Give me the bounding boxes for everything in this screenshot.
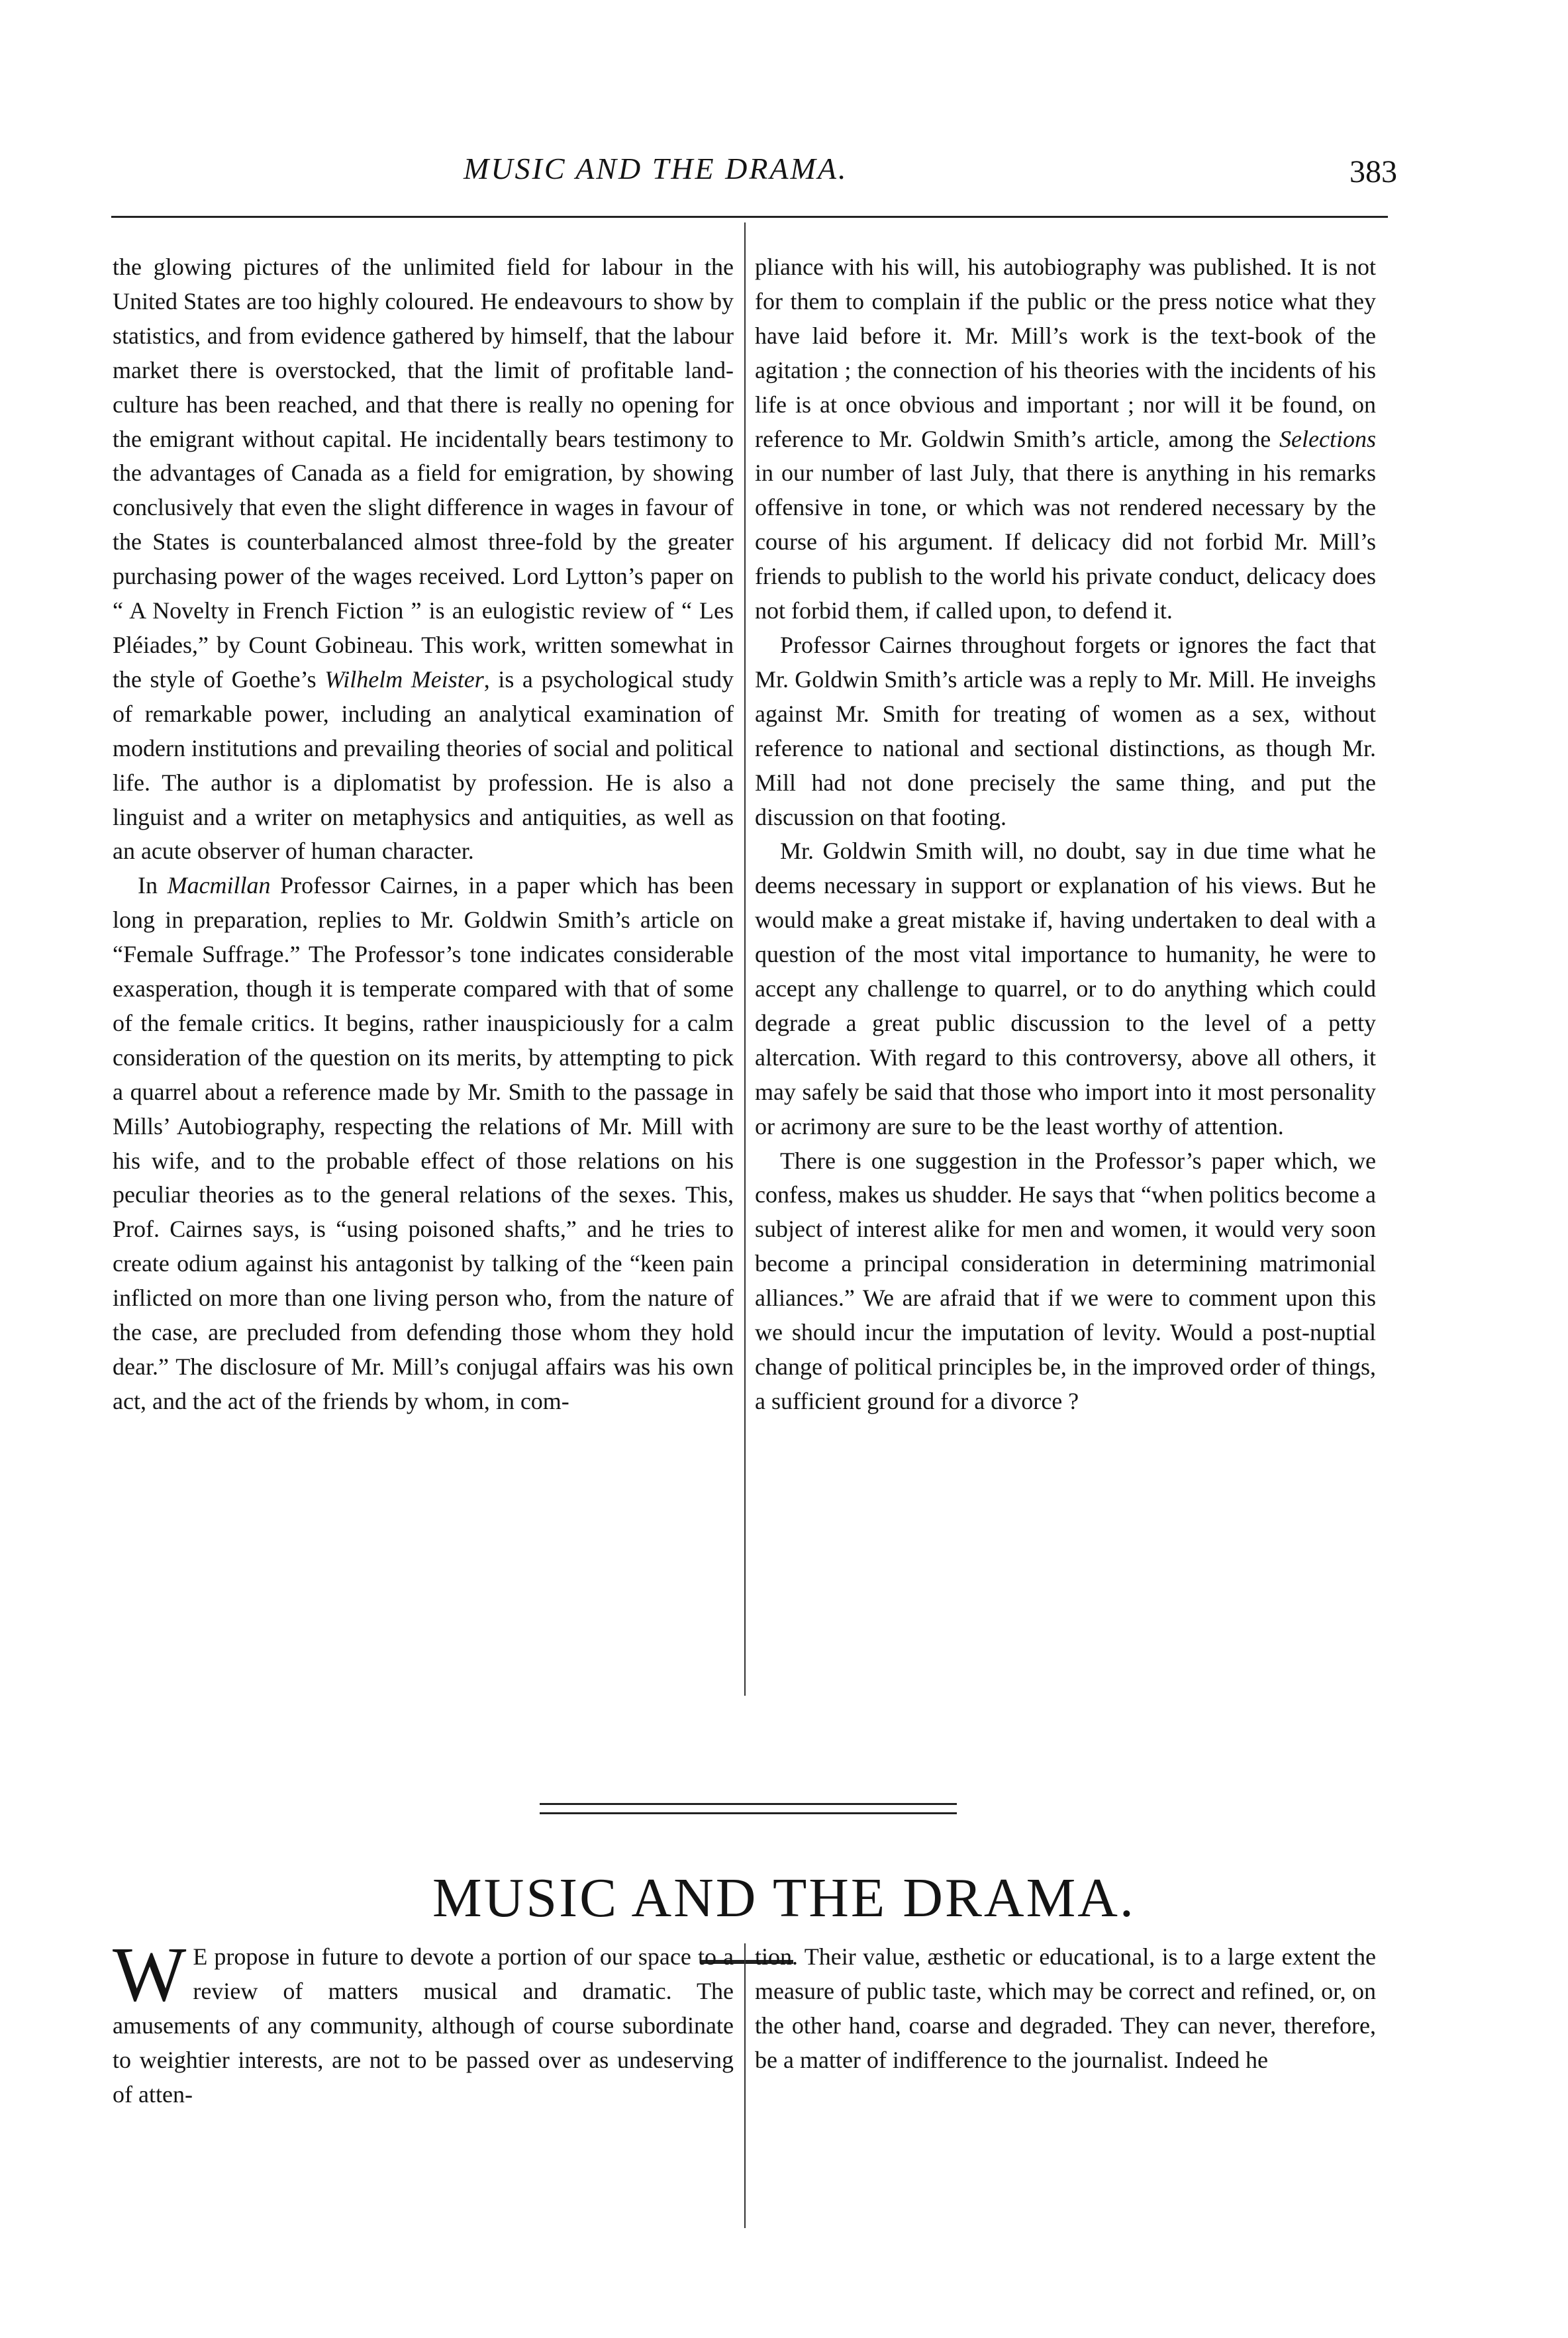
paragraph [755, 250, 1376, 628]
paragraph [755, 628, 1376, 834]
text-run: the glowing pictures of the unlimited field for labour in the United States are too highly coloured. He endeavours to show by statistics, and from evidence gathered by himself, that the labour market there is overstocked, that the limit of profitable land-culture has been reached, and that there is really no opening for the emigrant without capital. He incidentally bears testimony to the advantages of Canada as a field for emigration, by showing conclusively that even the slight difference in wages in favour of the States is counterbalanced almost three-fold by the greater purchasing power of the wages received. Lord Lytton’s paper on “ A Novelty in French Fiction ” is an eulogistic review of “ Les Pléiades,” by Count Gobineau. This work, written somewhat in the style of Goethe’s [113, 254, 734, 693]
right-column [755, 250, 1376, 1419]
header-rule [111, 216, 1388, 218]
column-divider [744, 222, 746, 1696]
italic-title: Wilhelm Meister [324, 665, 484, 693]
text-run: Professor Cairnes throughout forgets or ignores the fact that Mr. Goldwin Smith’s article was a reply to Mr. Mill. He inveighs against Mr. Smith for treating of women as a sex, without reference to national and sectional distinctions, as though Mr. Mill had not done precisely the same thing, and put the discussion on that footing. [755, 631, 1376, 830]
italic-title: Macmillan [167, 872, 271, 899]
paragraph [113, 869, 734, 1419]
section-divider-rule [540, 1812, 957, 1814]
text-run: , is a psychological study of remarkable power, including an analytical examination of modern institutions and prevailing theories of social and political life. The author is a diplomatist by profession. He is also a linguist and a writer on metaphysics and antiquities, as well as an acute observer of human character. [113, 665, 734, 865]
section-paragraph-start: E propose in future to devote a portion of our space to a review of matters musical and dramatic. The amusements of any community, although of course subordinate to weightier interests, are not to be passed over as undeserving of atten- [113, 1943, 734, 2108]
left-column [113, 250, 734, 1419]
section-title: MUSIC AND THE DRAMA. [432, 1867, 1136, 1929]
column-divider [744, 1943, 746, 2228]
section-divider-rule [540, 1803, 957, 1805]
text-run: Professor Cairnes, in a paper which has been long in preparation, replies to Mr. Goldwin Smith’s article on “Female Suffrage.” The Professor’s tone indicates considerable exasperation, though it is temperate compared with that of some of the female critics. It begins, rather inauspiciously for a calm consideration of the question on its merits, by attempting to pick a quarrel about a reference made by Mr. Smith to the passage in Mills’ Autobiography, respecting the relations of Mr. Mill with his wife, and to the probable effect of those relations on his peculiar theories as to the general relations of the sexes. This, Prof. Cairnes says, is “using poisoned shafts,” and he tries to create odium against his antagonist by talking of the “keen pain inflicted on more than one living person who, from the nature of the case, are precluded from defending those whom they hold dear.” The disclosure of Mr. Mill’s conjugal affairs was his own act, and the act of the friends by whom, in com- [113, 872, 734, 1414]
text-run: Mr. Goldwin Smith will, no doubt, say in due time what he deems necessary in support or explanation of his views. But he would make a great mistake if, having undertaken to deal with a question of the most vital importance to humanity, he were to accept any challenge to quarrel, or to do anything which could degrade a great public discussion to the level of a petty altercation. With regard to this controversy, above all others, it may safely be said that those who import into it most personality or acrimony are sure to be the least worthy of attention. [755, 838, 1376, 1140]
text-run: There is one suggestion in the Professor’s paper which, we confess, makes us shudder. He says that “when politics become a subject of interest alike for men and women, it would very soon become a principal consideration in determining matrimonial alliances.” We are afraid that if we were to comment upon this we should incur the imputation of levity. Would a post-nuptial change of political principles be, in the improved order of things, a sufficient ground for a divorce ? [755, 1147, 1376, 1414]
text-run: In [138, 872, 168, 899]
paragraph [755, 834, 1376, 1144]
section-right-column [755, 1940, 1376, 2078]
text-run: in our number of last July, that there is anything in his remarks offensive in tone, or which was not rendered necessary by the course of his argument. If delicacy did not forbid Mr. Mill’s friends to publish to the world his private conduct, delicacy does not forbid them, if called upon, to defend it. [755, 460, 1376, 624]
section-left-column [113, 1931, 734, 2112]
drop-cap: W [113, 1931, 187, 2018]
section-paragraph-continuation: tion. Their value, æsthetic or educational, is to a large extent the measure of public taste, which may be correct and refined, or, on the other hand, coarse and degraded. They can never, therefore, be a matter of indifference to the journalist. Indeed he [755, 1943, 1376, 2073]
paragraph [113, 250, 734, 869]
italic-title: Selections [1279, 425, 1376, 452]
running-head: MUSIC AND THE DRAMA. [464, 152, 848, 185]
paragraph [755, 1144, 1376, 1419]
page-number: 383 [1349, 154, 1397, 189]
text-run: pliance with his will, his autobiography was published. It is not for them to complain if the public or the press notice what they have laid before it. Mr. Mill’s work is the text-book of the agitation ; the connection of his theories with the incidents of his life is at once obvious and important ; nor will it be found, on reference to Mr. Goldwin Smith’s article, among the [755, 254, 1376, 452]
